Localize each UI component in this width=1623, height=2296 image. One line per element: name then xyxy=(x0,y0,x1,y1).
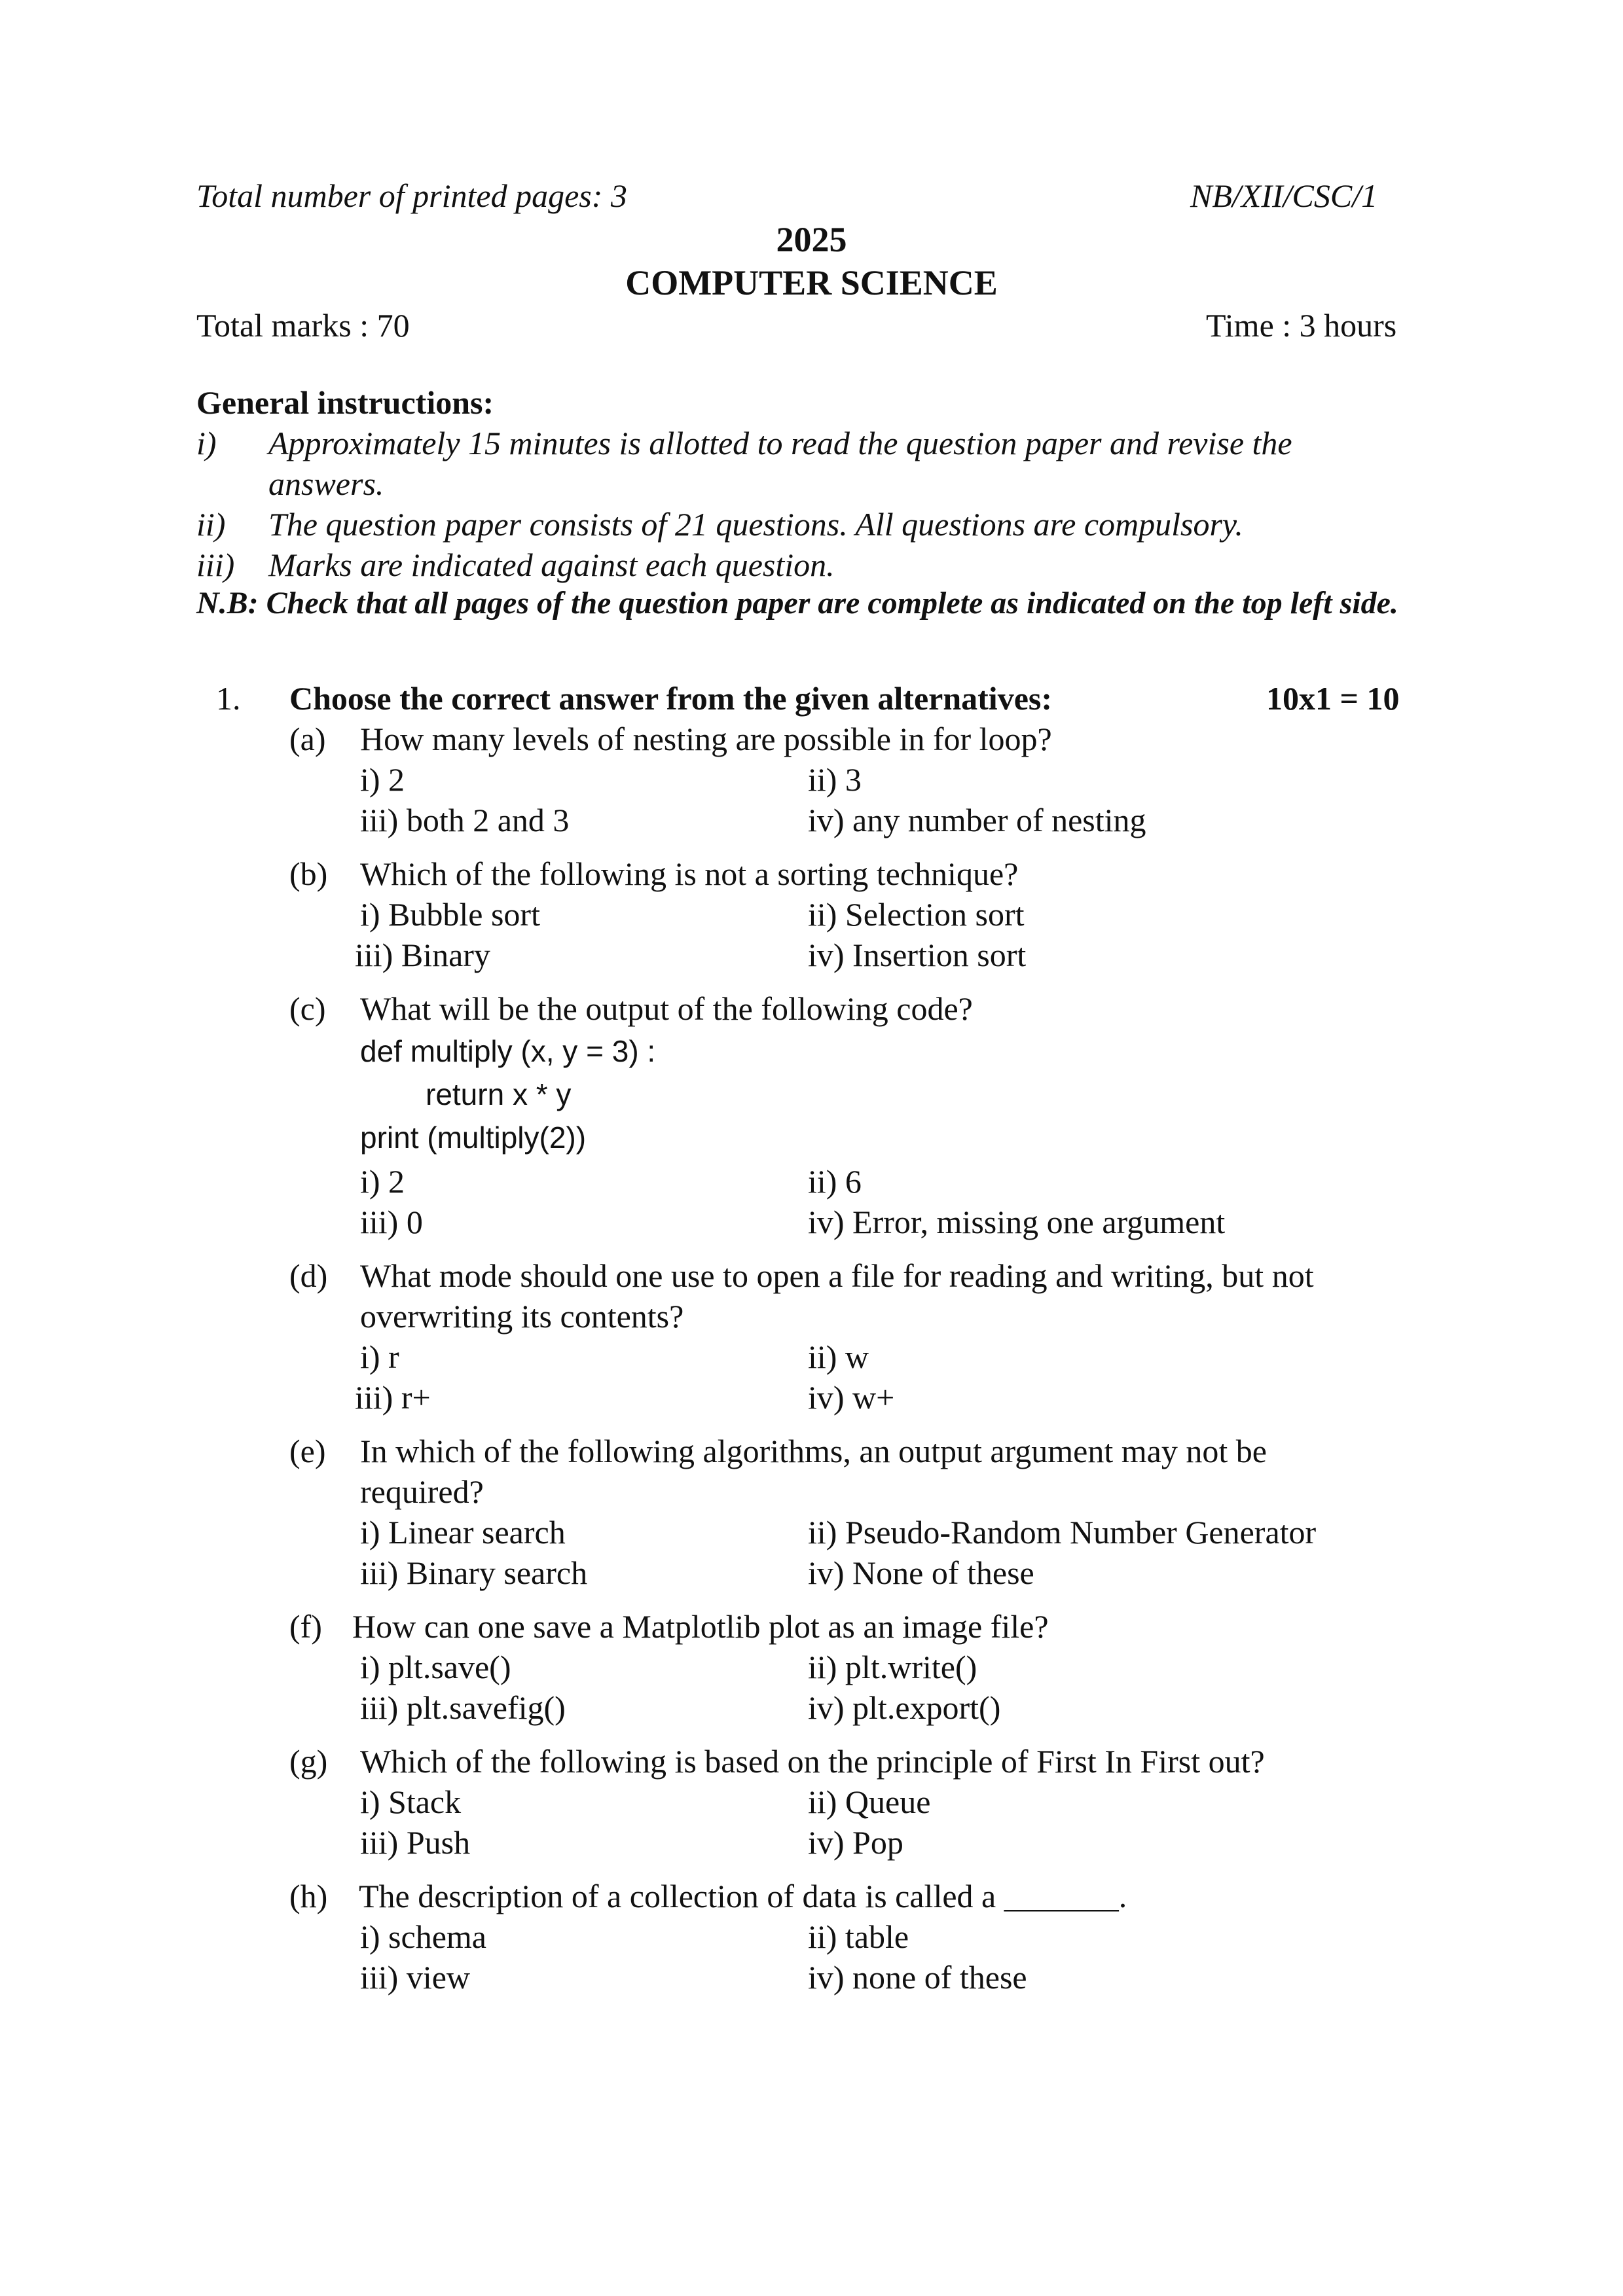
instruction-num: ii) xyxy=(196,506,226,543)
option: iii) Binary search xyxy=(360,1554,588,1591)
option: i) Stack xyxy=(360,1784,462,1820)
part-question: Which of the following is not a sorting technique? xyxy=(360,855,1019,892)
part-label: (c) xyxy=(289,990,326,1027)
part-question: How many levels of nesting are possible in for loop? xyxy=(360,721,1052,757)
part-label: (e) xyxy=(289,1433,326,1469)
total-marks: Total marks : 70 xyxy=(196,307,410,344)
option: iv) plt.export() xyxy=(808,1689,1001,1726)
part-question: What mode should one use to open a file for reading and writing, but not xyxy=(360,1257,1314,1294)
option: iii) plt.savefig() xyxy=(360,1689,566,1726)
option: iii) r+ xyxy=(355,1379,431,1416)
part-label: (a) xyxy=(289,721,326,757)
option: i) 2 xyxy=(360,761,405,798)
option: ii) 3 xyxy=(808,761,862,798)
option: ii) Selection sort xyxy=(808,896,1025,933)
option: i) r xyxy=(360,1338,399,1375)
option: iv) None of these xyxy=(808,1554,1034,1591)
part-label: (g) xyxy=(289,1743,328,1780)
option: iii) view xyxy=(360,1959,471,1996)
option: iv) Pop xyxy=(808,1824,903,1861)
option: ii) plt.write() xyxy=(808,1649,977,1685)
option: iii) 0 xyxy=(360,1204,423,1240)
part-label: (b) xyxy=(289,855,328,892)
code-line: print (multiply(2)) xyxy=(360,1121,587,1155)
part-label: (d) xyxy=(289,1257,328,1294)
nb-note: N.B: Check that all pages of the question paper are complete as indicated on the top left side. xyxy=(196,586,1398,620)
option: i) plt.save() xyxy=(360,1649,511,1685)
part-question-cont: required? xyxy=(360,1473,484,1510)
option: iv) w+ xyxy=(808,1379,895,1416)
option: iv) any number of nesting xyxy=(808,802,1146,838)
instruction-text-cont: answers. xyxy=(268,465,384,502)
option: i) Bubble sort xyxy=(360,896,540,933)
instruction-text: Approximately 15 minutes is allotted to read the question paper and revise the xyxy=(268,425,1292,461)
part-label: (f) xyxy=(289,1608,322,1645)
part-question: Which of the following is based on the principle of First In First out? xyxy=(360,1743,1265,1780)
option: ii) Queue xyxy=(808,1784,931,1820)
option: ii) Pseudo-Random Number Generator xyxy=(808,1514,1317,1551)
option: iii) Push xyxy=(360,1824,471,1861)
part-question: What will be the output of the following code? xyxy=(360,990,973,1027)
subject-title: COMPUTER SCIENCE xyxy=(625,263,998,302)
part-question-cont: overwriting its contents? xyxy=(360,1298,684,1335)
code-line: def multiply (x, y = 3) : xyxy=(360,1034,656,1068)
option: ii) w xyxy=(808,1338,869,1375)
instructions-title: General instructions: xyxy=(196,384,494,421)
option: ii) 6 xyxy=(808,1163,862,1200)
option: i) Linear search xyxy=(360,1514,566,1551)
option: i) 2 xyxy=(360,1163,405,1200)
instruction-text: The question paper consists of 21 questions. All questions are compulsory. xyxy=(268,506,1243,543)
printed-pages: Total number of printed pages: 3 xyxy=(196,177,627,214)
option: iv) Insertion sort xyxy=(808,937,1027,973)
question-number: 1. xyxy=(216,680,241,717)
part-question: In which of the following algorithms, an output argument may not be xyxy=(360,1433,1267,1469)
option: iii) Binary xyxy=(355,937,490,973)
question-title: Choose the correct answer from the given alternatives: xyxy=(289,680,1052,717)
code-line: return x * y xyxy=(426,1077,572,1111)
question-marks: 10x1 = 10 xyxy=(1266,680,1400,717)
part-label: (h) xyxy=(289,1878,328,1914)
exam-year: 2025 xyxy=(776,220,847,259)
option: ii) table xyxy=(808,1918,909,1955)
option: iv) Error, missing one argument xyxy=(808,1204,1226,1240)
part-question: How can one save a Matplotlib plot as an image file? xyxy=(352,1608,1049,1645)
instruction-num: iii) xyxy=(196,547,235,583)
exam-time: Time : 3 hours xyxy=(1206,307,1397,344)
option: i) schema xyxy=(360,1918,486,1955)
paper-code: NB/XII/CSC/1 xyxy=(1190,177,1378,214)
instruction-text: Marks are indicated against each question. xyxy=(268,547,835,583)
instruction-num: i) xyxy=(196,425,217,461)
part-question: The description of a collection of data is called a _______. xyxy=(359,1878,1127,1914)
option: iii) both 2 and 3 xyxy=(360,802,570,838)
option: iv) none of these xyxy=(808,1959,1027,1996)
